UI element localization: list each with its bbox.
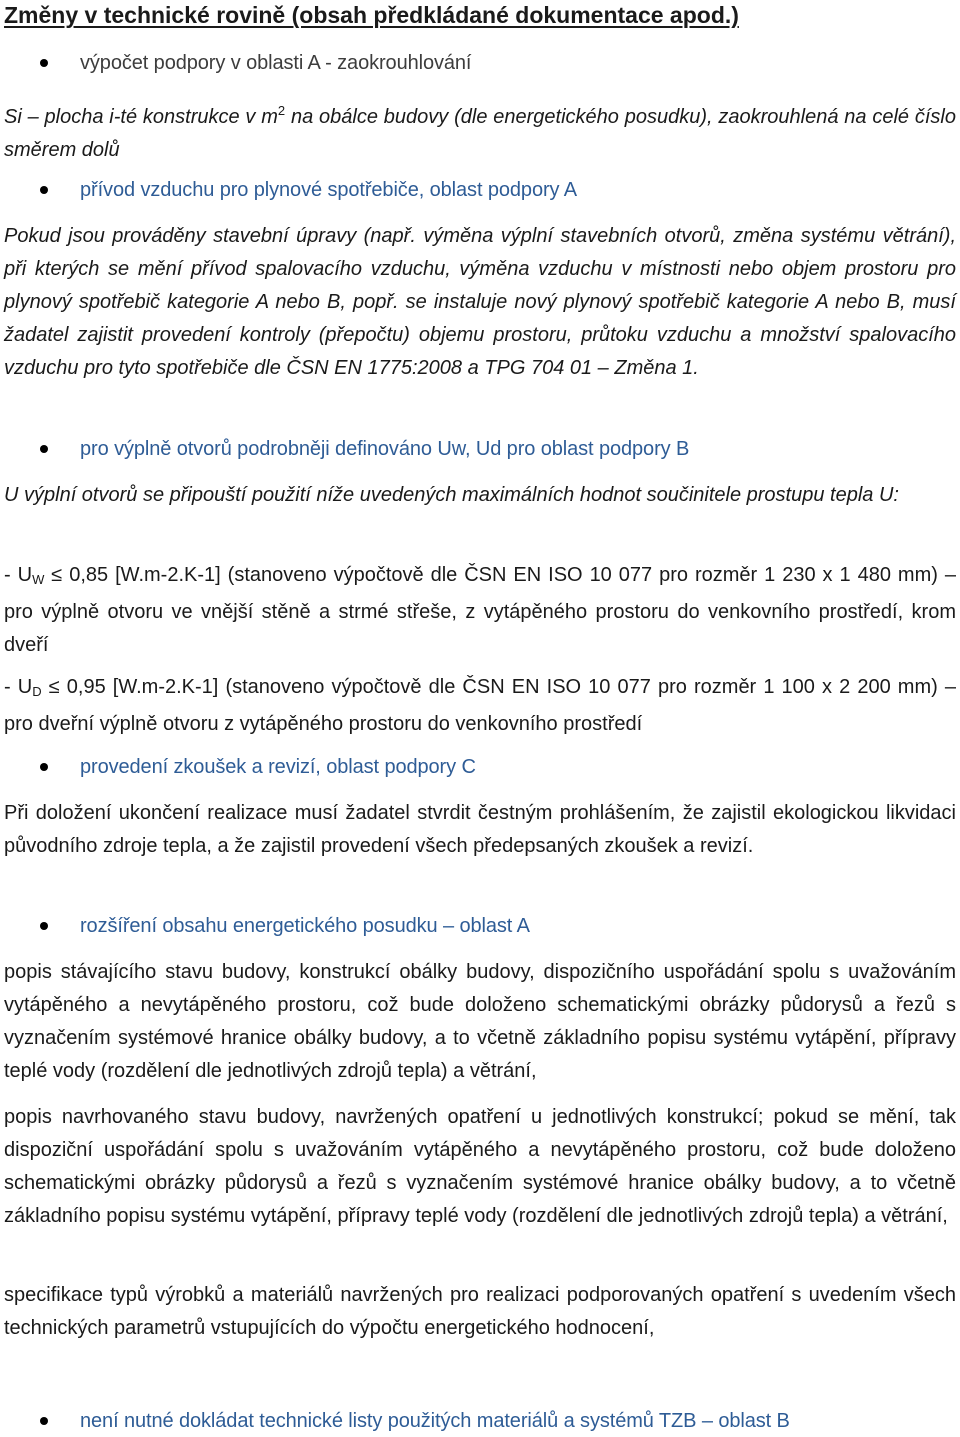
bullet-label: pro výplně otvorů podrobněji definováno Uw, Ud pro oblast podpory B — [80, 437, 690, 460]
ud-value: ≤ 0,95 [W.m-2.K-1] — [41, 676, 226, 698]
bullet-dot-icon — [40, 763, 48, 771]
bullet-dot-icon — [40, 59, 48, 67]
bullet-item-zkousky-revize — [40, 751, 476, 783]
paragraph-si-definition — [4, 94, 956, 167]
bullet-dot-icon — [40, 445, 48, 453]
bullet-label: provedení zkoušek a revizí, oblast podpory C — [80, 755, 476, 778]
uw-description: (stanoveno výpočtově dle ČSN EN ISO 10 077 pro rozměr 1 230 x 1 480 mm) – pro výplně otvoru ve vnější stěně a strmé střeše, z vytápěného prostoru do venkovního prostředí, krom dveří — [4, 564, 956, 656]
paragraph-vyplne-otvoru: U výplní otvorů se připouští použití níže uvedených maximálních hodnot součinitele prostupu tepla U: — [4, 484, 899, 506]
uw-prefix: - U — [4, 564, 33, 586]
bullet-label: výpočet podpory v oblasti A - zaokrouhlování — [80, 51, 472, 74]
ud-subscript: D — [32, 684, 42, 699]
paragraph-zkousky: Při doložení ukončení realizace musí žadatel stvrdit čestným prohlášením, že zajistil ekologickou likvidaci původního zdroje tepla, a že zajistil provedení všech předepsaných zkoušek a revizí. — [4, 802, 956, 857]
bullet-item-vyplne-otvoru — [40, 433, 689, 465]
bullet-label: rozšíření obsahu energetického posudku – oblast A — [80, 914, 530, 937]
paragraph-stavebni-upravy: Pokud jsou prováděny stavební úpravy (např. výměna výplní stavebních otvorů, změna systému větrání), při kterých se mění přívod spalovacího vzduchu, výměna vzduchu v místnosti nebo objem prostoru pro plynový spotřebič kategorie A nebo B, popř. se instaluje nový plynový spotřebič kategorie A nebo B, musí žadatel zajistit provedení kontroly (přepočtu) objemu prostoru, průtoku vzduchu a množství spalovacího vzduchu pro tyto spotřebiče dle ČSN EN 1775:2008 a TPG 704 01 – Změna 1. — [4, 225, 956, 379]
bullet-item-zaokrouhlovani — [40, 47, 471, 79]
ud-description: (stanoveno výpočtově dle ČSN EN ISO 10 077 pro rozměr 1 100 x 2 200 mm) – pro dveřní výplně otvoru z vytápěného prostoru do venkovního prostředí — [4, 676, 956, 735]
ud-prefix: - U — [4, 676, 33, 698]
superscript: 2 — [277, 103, 286, 118]
uw-subscript: W — [32, 572, 45, 587]
paragraph-ud-value — [4, 671, 956, 741]
bullet-label: přívod vzduchu pro plynové spotřebiče, oblast podpory A — [80, 178, 578, 201]
paragraph-specifikace: specifikace typů výrobků a materiálů navržených pro realizaci podporovaných opatření s uvedením všech technických parametrů vstupujících do výpočtu energetického hodnocení, — [4, 1284, 956, 1339]
bullet-dot-icon — [40, 922, 48, 930]
bullet-dot-icon — [40, 1417, 48, 1425]
paragraph-popis-stavajiciho: popis stávajícího stavu budovy, konstrukcí obálky budovy, dispozičního uspořádání spolu s uvažováním vytápěného a nevytápěného prostoru, což bude doloženo schematickými obrázky půdorysů a řezů s vyznačením systémové hranice obálky budovy, a to včetně základního popisu systému vytápění, přípravy teplé vody (rozdělení dle jednotlivých zdrojů tepla) a větrání, — [4, 961, 956, 1082]
bullet-item-technicke-listy — [40, 1405, 790, 1437]
uw-value: ≤ 0,85 [W.m-2.K-1] — [44, 564, 228, 586]
bullet-item-privod-vzduchu — [40, 174, 577, 206]
paragraph-text: na obálce budovy (dle energetického posudku), zaokrouhlená na celé číslo směrem dolů — [4, 106, 956, 161]
page-title: Změny v technické rovině (obsah předkládané dokumentace apod.) — [4, 2, 739, 28]
paragraph-text: Si – plocha i-té konstrukce v m — [4, 106, 278, 128]
paragraph-popis-navrhovaneho: popis navrhovaného stavu budovy, navržených opatření u jednotlivých konstrukcí; pokud se mění, tak dispoziční uspořádání spolu s uvažováním vytápěného a nevytápěného prostoru, což bude doloženo schematickými obrázky půdorysů a řezů s vyznačením systémové hranice obálky budovy, a to včetně základního popisu systému vytápění, přípravy teplé vody (rozdělení dle jednotlivých zdrojů tepla) a větrání, — [4, 1106, 956, 1227]
bullet-item-energeticky-posudek — [40, 910, 530, 942]
bullet-label: není nutné dokládat technické listy použitých materiálů a systémů TZB – oblast B — [80, 1409, 790, 1432]
bullet-dot-icon — [40, 186, 48, 194]
paragraph-uw-value — [4, 559, 956, 662]
